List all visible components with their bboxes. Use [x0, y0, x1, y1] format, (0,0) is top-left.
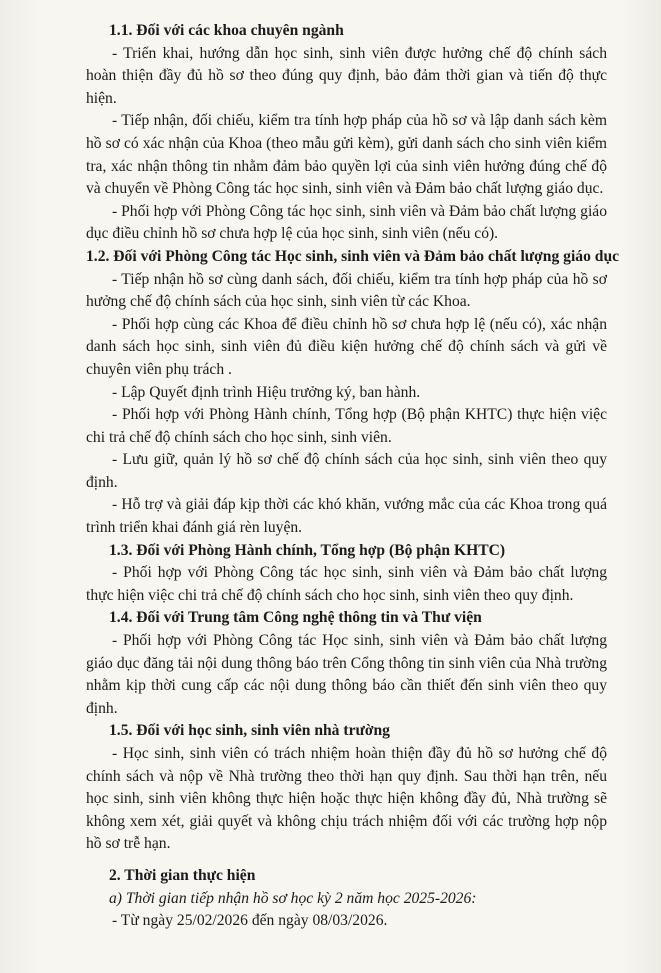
paragraph: - Triển khai, hướng dẫn học sinh, sinh viên được hưởng chế độ chính sách hoàn thiện đầy đủ hồ sơ theo đúng quy định, bảo đảm thời gian và tiến độ thực hiện.	[86, 44, 607, 107]
heading-1-4: 1.4. Đối với Trung tâm Công nghệ thông tin và Thư viện	[109, 609, 482, 627]
paragraph: - Phối hợp với Phòng Công tác học sinh, sinh viên và Đảm bảo chất lượng thực hiện việc chi trả chế độ chính sách cho học sinh, sinh viên theo quy định.	[86, 564, 607, 604]
paragraph: - Phối hợp với Phòng Công tác học sinh, sinh viên và Đảm bảo chất lượng giáo dục điều chỉnh hồ sơ chưa hợp lệ của học sinh, sinh viên (nếu có).	[86, 202, 607, 243]
heading-1-3: 1.3. Đối với Phòng Hành chính, Tổng hợp (Bộ phận KHTC)	[109, 541, 506, 559]
heading-1-1: 1.1. Đối với các khoa chuyên ngành	[109, 22, 344, 39]
date-range-line: - Từ ngày 25/02/2026 đến ngày 08/03/2026.	[112, 912, 388, 930]
paragraph: - Tiếp nhận, đối chiếu, kiểm tra tính hợp pháp của hồ sơ và lập danh sách kèm hồ sơ có xác nhận của Khoa (theo mẫu gửi kèm), gửi danh sách cho sinh viên kiểm tra, xác nhận thông tin nhằm đảm bảo quyền lợi của sinh viên hưởng đúng chế độ và chuyển về Phòng Công tác học sinh, sinh viên và Đảm bảo chất lượng giáo dục.	[86, 112, 607, 198]
heading-1-5: 1.5. Đối với học sinh, sinh viên nhà trường	[109, 722, 390, 740]
heading-1-2: 1.2. Đối với Phòng Công tác Học sinh, sinh viên và Đảm bảo chất lượng giáo dục	[86, 247, 620, 265]
document-body	[86, 20, 621, 933]
paragraph: - Lưu giữ, quản lý hồ sơ chế độ chính sách của học sinh, sinh viên theo quy định.	[86, 451, 607, 491]
paragraph: - Phối hợp với Phòng Hành chính, Tổng hợp (Bộ phận KHTC) thực hiện việc chi trả chế độ chính sách cho học sinh, sinh viên.	[86, 406, 607, 446]
paragraph: - Phối hợp với Phòng Công tác Học sinh, sinh viên và Đảm bảo chất lượng giáo dục đăng tải nội dung thông báo trên Cổng thông tin sinh viên của Nhà trường nhằm kịp thời cung cấp các nội dung thông báo cần thiết đến sinh viên theo quy định.	[86, 632, 607, 717]
heading-2: 2. Thời gian thực hiện	[109, 866, 256, 884]
paragraph: - Lập Quyết định trình Hiệu trưởng ký, ban hành.	[112, 383, 421, 401]
paragraph: - Học sinh, sinh viên có trách nhiệm hoàn thiện đầy đủ hồ sơ hưởng chế độ chính sách và nộp về Nhà trường theo thời hạn quy định. Sau thời hạn trên, nếu học sinh, sinh viên không thực hiện hoặc thực hiện không đầy đủ, Nhà trường sẽ không xem xét, giải quyết và không chịu trách nhiệm đối với các trường hợp nộp hồ sơ trễ hạn.	[86, 745, 607, 853]
paragraph: - Tiếp nhận hồ sơ cùng danh sách, đối chiếu, kiểm tra tính hợp pháp của hồ sơ hưởng chế độ chính sách của học sinh, sinh viên từ các Khoa.	[86, 270, 607, 311]
paragraph: - Phối hợp cùng các Khoa để điều chỉnh hồ sơ chưa hợp lệ (nếu có), xác nhận danh sách học sinh, sinh viên đủ điều kiện hưởng chế độ chính sách và gửi về chuyên viên phụ trách .	[86, 315, 607, 378]
paragraph: - Hỗ trợ và giải đáp kịp thời các khó khăn, vướng mắc của các Khoa trong quá trình triển khai đánh giá rèn luyện.	[86, 496, 607, 537]
subheading-2a: a) Thời gian tiếp nhận hồ sơ học kỳ 2 năm học 2025-2026:	[109, 889, 477, 907]
